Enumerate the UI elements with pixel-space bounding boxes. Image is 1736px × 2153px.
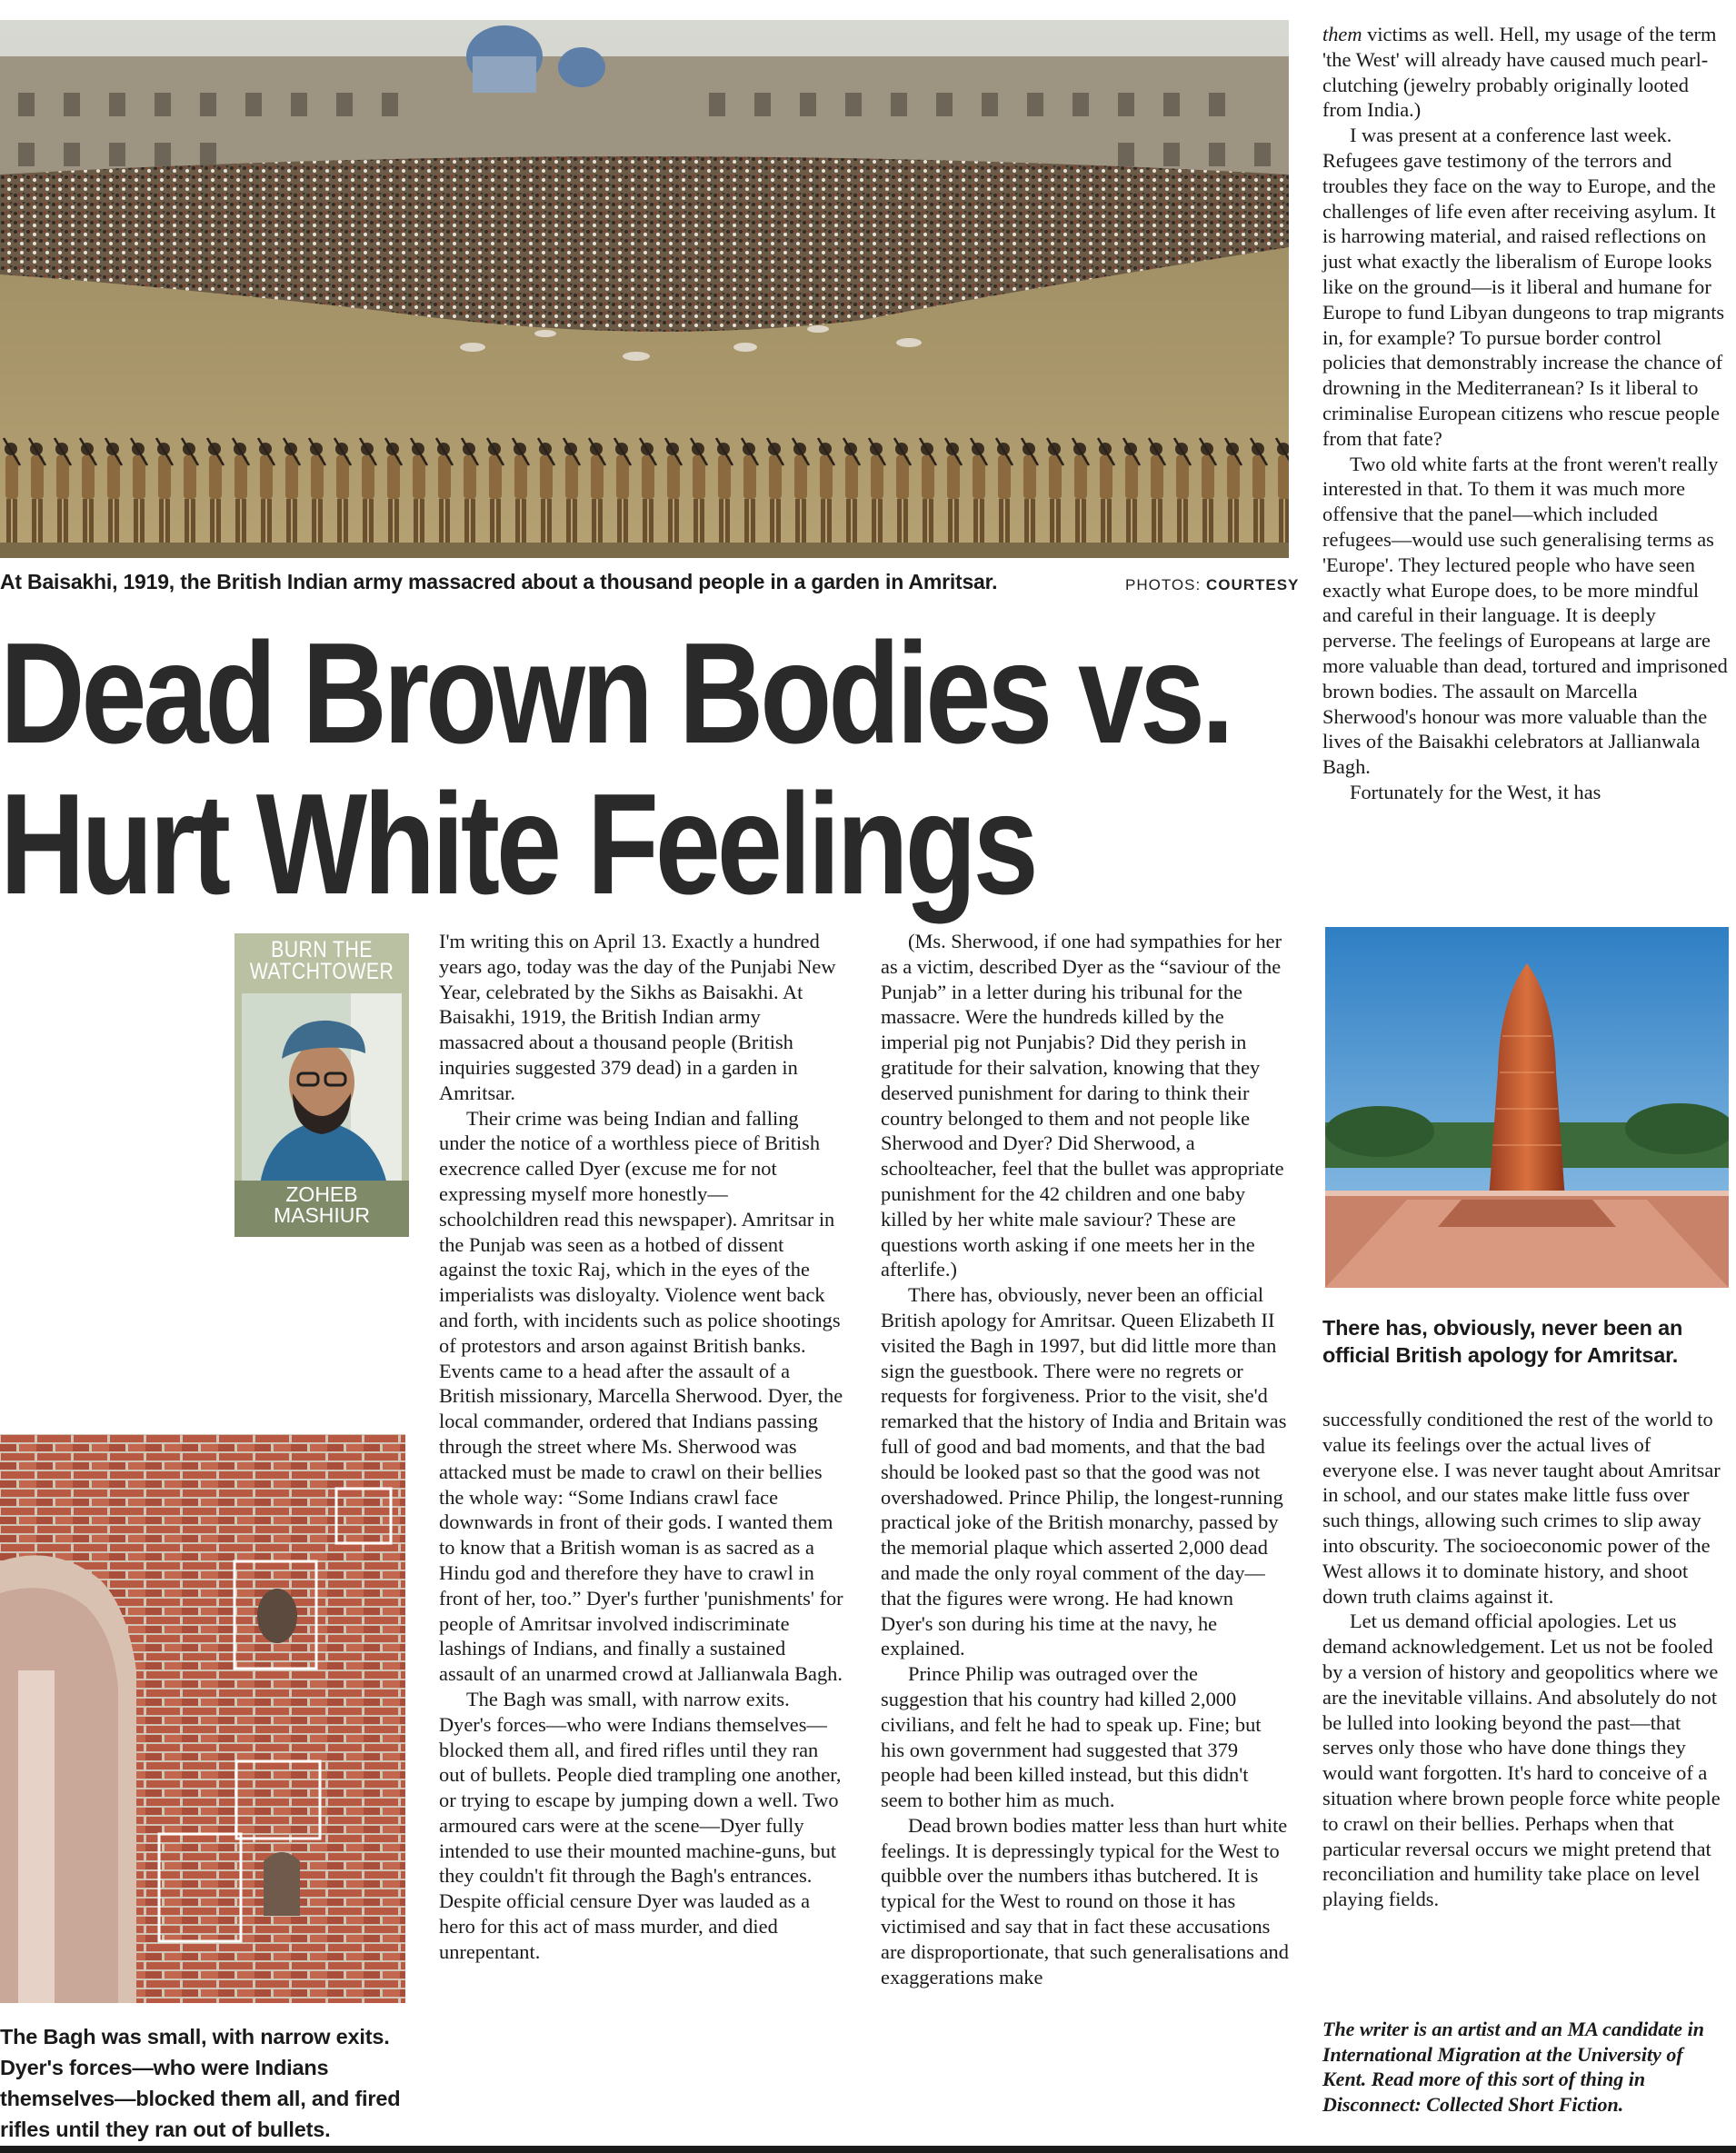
bottom-rule [0, 2146, 1736, 2153]
column-name-line-2: WATCHTOWER [249, 959, 394, 984]
column-name-line-1: BURN THE [271, 937, 373, 962]
col3-paragraph-1 [1322, 22, 1730, 123]
col2-paragraph-3: Prince Philip was outraged over the suggestion that his country had killed 2,000 civilians, and felt he had to speak up. Fine; but his own government had suggested that 379 people had been killed instead, but this didn't seem to bother him as much. [881, 1662, 1262, 1812]
columnist-last-name: MASHIUR [273, 1203, 371, 1227]
col2-paragraph-2: There has, obviously, never been an official British apology for Amritsar. Queen Elizabeth II visited the Bagh in 1997, but did little more than sign the guestbook. There were no regrets or requests for forgiveness. Prior to the visit, she'd remarked that the history of India and Britain was full of good and bad moments, and that the bad should be looked past so that the good was not overshadowed. Prince Philip, the longest-running practical joke of the British monarchy, passed by the memorial plaque which asserted 2,000 dead and made the only royal comment of the day—that the figures were wrong. He had known Dyer's son during his time at the navy, he explained. [881, 1283, 1287, 1660]
photo-credit-label: PHOTOS: [1125, 576, 1202, 593]
col3-bottom-paragraph-1: successfully conditioned the rest of the world to value its feelings over the actual lives of everyone else. I was never taught about Amritsar in school, and our states make little fuss over such things, allowing such crimes to slip away into obscurity. The socioeconomic power of the West allows it to dominate history, and shoot down truth claims against it. [1322, 1408, 1721, 1608]
columnist-portrait [242, 993, 402, 1184]
article-column-2 [881, 929, 1290, 1989]
memorial-caption: There has, obviously, never been an official British apology for Amritsar. [1322, 1316, 1683, 1367]
memorial-photo [1325, 927, 1729, 1288]
col3-paragraph-3: Two old white farts at the front weren't really interested in that. To them it was much more offensive that the panel—which included refugees—would use such generalising terms as 'Europe'. They lectured people who have seen exactly what Europe does, to be more mindful and careful in their language. It is deeply perverse. The feelings of Europeans at large are more valuable than dead, tortured and imprisoned brown bodies. The assault on Marcella Sherwood's honour was more valuable than the lives of the Baisakhi celebrators at Jallianwala Bagh. [1322, 452, 1728, 779]
headline-line-2: Hurt White Feelings [0, 764, 1035, 924]
col2-paragraph-4: Dead brown bodies matter less than hurt white feelings. It is depressingly typical for the West to quibble over the numbers ithas butchered. It is typical for the West to round on those it has victimised and say that in fact these accusations are disproportionate, that such generalisations and exaggerations make [881, 1813, 1289, 1989]
columnist-badge [234, 933, 409, 1227]
headline-line-1: Dead Brown Bodies vs. [0, 613, 1231, 773]
col3-bottom-paragraph-2: Let us demand official apologies. Let us demand acknowledgement. Let us not be fooled by a version of history and geopolitics where we are the inevitable villains. And absolutely do not be lulled into looking beyond the past—that serves only those who have done things they would want forgotten. It's hard to conceive of a situation where brown people force white people to crawl on their bellies. Perhaps when that particular reversal occurs we might pretend that reconciliation and humility take place on level playing fields. [1322, 1610, 1721, 1911]
columnist-first-name: ZOHEB [285, 1182, 358, 1206]
photo-credit [1125, 576, 1299, 594]
col1-paragraph-1: I'm writing this on April 13. Exactly a hundred years ago, today was the day of the Punjabi New Year, celebrated by the Sikhs as Baisakhi. At Baisakhi, 1919, the British Indian army massacred about a thousand people (British inquiries suggested 379 dead) in a garden in Amritsar. [439, 930, 836, 1104]
col1-paragraph-2: Their crime was being Indian and falling under the notice of a worthless piece of British execrence called Dyer (excuse me for not expressing myself more honestly—schoolchildren read this newspaper). Amritsar in the Punjab was seen as a hotbed of dissent against the toxic Raj, which in the eyes of the imperialists was disloyalty. Violence went back and forth, with incidents such as police shootings of protestors and arson against British banks. Events came to a head after the assault of a British missionary, Marcella Sherwood. Dyer, the local commander, ordered that Indians passing through the street where Ms. Sherwood was attacked must be made to crawl on their bellies the whole way: “Some Indians crawl face downwards in front of their gods. I wanted them to know that a British woman is as sacred as a Hindu god and therefore they have to crawl in front of her, too.” Dyer's further 'punishments' for people of Amritsar involved indiscriminate lashings of Indians, and finally a sustained assault of an unarmed crowd at Jallianwala Bagh. [439, 1106, 843, 1686]
col2-paragraph-1: (Ms. Sherwood, if one had sympathies for her as a victim, described Dyer as the “saviour of the Punjab” in a letter during his tribunal for the massacre. Were the hundreds killed by the imperial pig not Punjabis? Did they perish in gratitude for their salvation, knowing that they deserved punishment for daring to think their country belonged to them and not people like Sherwood and Dyer? Did Sherwood, a schoolteacher, feel that the bullet was appropriate punishment for the 42 children and one baby killed by her white male saviour? These are questions worth asking if one meets her in the afterlife.) [881, 930, 1284, 1281]
photo-credit-value: COURTESY [1205, 576, 1300, 593]
column-name [247, 933, 395, 982]
article-column-3-bottom [1322, 1407, 1730, 1912]
bagh-wall-caption: The Bagh was small, with narrow exits. Dyer's forces—who were Indians themselves—blocked them all, and fired rifles until they ran out of bullets. [0, 2025, 401, 2141]
col3-paragraph-1-text: victims as well. Hell, my usage of the term 'the West' will already have caused much pearl-clutching (jewelry probably originally looted from India.) [1322, 23, 1717, 122]
columnist-name [234, 1181, 409, 1237]
col3-italic-lead: them [1322, 23, 1362, 45]
article-column-1 [439, 929, 845, 1965]
col3-paragraph-2: I was present at a conference last week. Refugees gave testimony of the terrors and troubles they face on the way to Europe, and the challenges of life even after receiving asylum. It is harrowing material, and raised reflections on just what exactly the liberalism of Europe looks like on the ground—is it liberal and humane for Europe to fund Libyan dungeons to trap migrants in, for example? To pursue border control policies that demonstrably increase the chance of drowning in the Mediterranean? Is it liberal to criminalise European citizens who rescue people from that fate? [1322, 124, 1725, 450]
massacre-photo-caption: At Baisakhi, 1919, the British Indian army massacred about a thousand people in a garden in Amritsar. [0, 570, 998, 593]
article-column-3-top [1322, 22, 1730, 805]
bagh-wall-photo [0, 1434, 405, 2003]
col1-paragraph-3: The Bagh was small, with narrow exits. Dyer's forces—who were Indians themselves—blocked them all, and fired rifles until they ran out of bullets. People died trampling one another, or trying to escape by jumping down a well. Two armoured cars were at the scene—Dyer fully intended to use their mounted machine-guns, but they couldn't fit through the Bagh's entrances. Despite official censure Dyer was lauded as a hero for this act of mass murder, and died unrepentant. [439, 1687, 842, 1963]
col3-paragraph-4: Fortunately for the West, it has [1350, 780, 1601, 803]
massacre-photo [0, 20, 1289, 558]
headline [0, 613, 1231, 924]
author-bio: The writer is an artist and an MA candidate in International Migration at the University of Kent. Read more of this sort of thing in Disconnect: Collected Short Fiction. [1322, 2018, 1704, 2116]
